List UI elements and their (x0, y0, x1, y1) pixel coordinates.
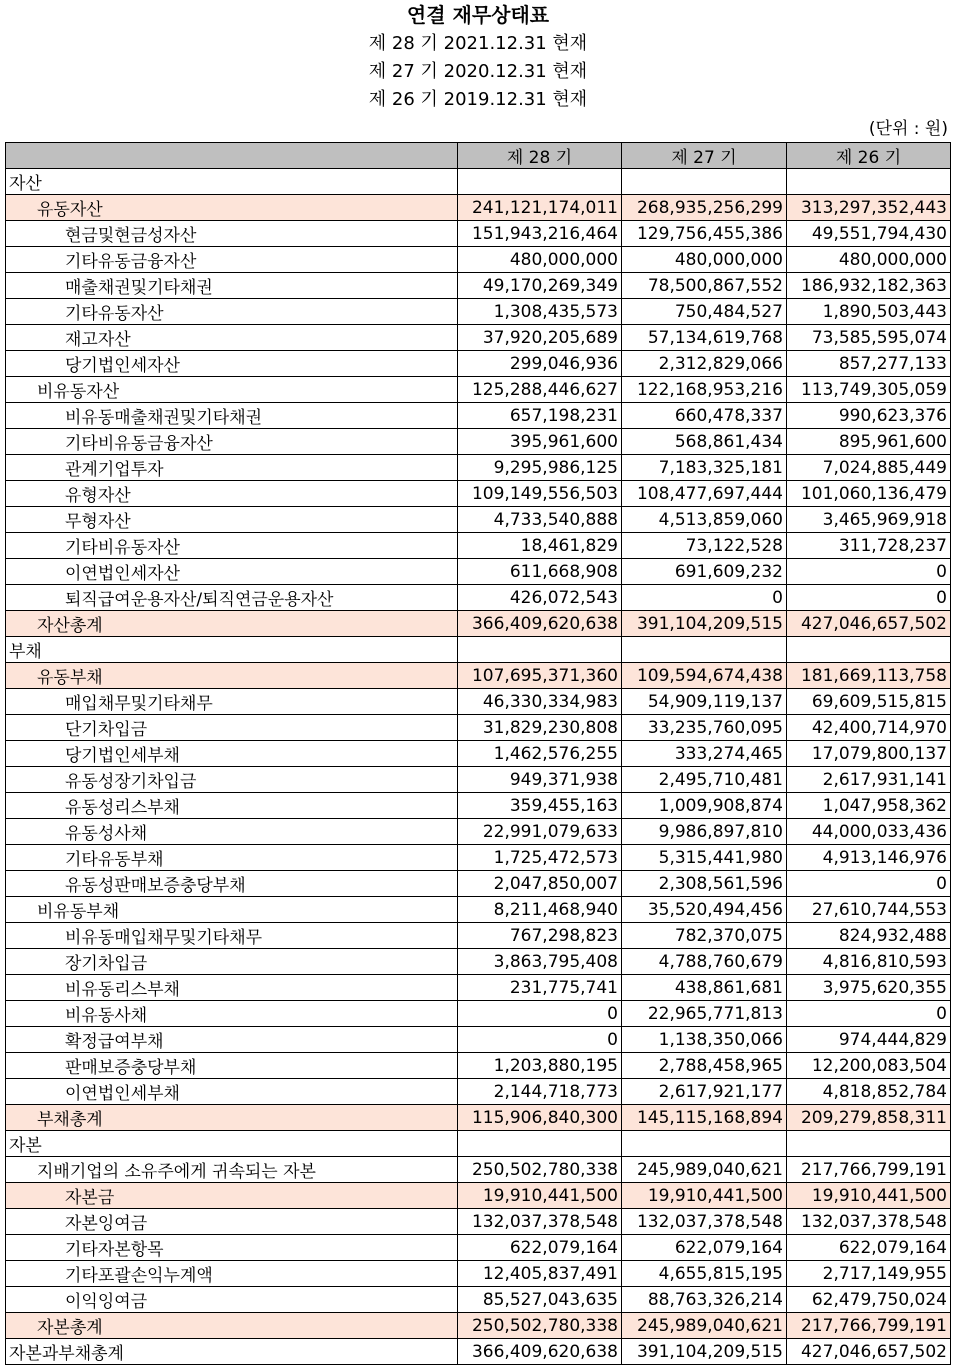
cell-value: 660,478,337 (622, 403, 787, 429)
cell-value: 426,072,543 (458, 585, 622, 611)
row-label: 기타유동자산 (6, 299, 458, 325)
table-row (6, 377, 951, 403)
cell-value: 366,409,620,638 (458, 611, 622, 637)
cell-value: 2,312,829,066 (622, 351, 787, 377)
row-label: 자본총계 (6, 1313, 458, 1339)
table-row (6, 1183, 951, 1209)
cell-value: 2,717,149,955 (787, 1261, 951, 1287)
row-label: 단기차입금 (6, 715, 458, 741)
row-label: 지배기업의 소유주에게 귀속되는 자본 (6, 1157, 458, 1183)
cell-value: 391,104,209,515 (622, 1339, 787, 1365)
statement-title: 연결 재무상태표 (406, 3, 550, 27)
cell-value: 22,991,079,633 (458, 819, 622, 845)
table-row (6, 325, 951, 351)
cell-value: 101,060,136,479 (787, 481, 951, 507)
cell-value: 4,655,815,195 (622, 1261, 787, 1287)
cell-value: 2,495,710,481 (622, 767, 787, 793)
row-label: 자본 (6, 1131, 458, 1157)
row-label: 자본금 (6, 1183, 458, 1209)
cell-value: 22,965,771,813 (622, 1001, 787, 1027)
table-row (6, 1339, 951, 1365)
cell-value: 245,989,040,621 (622, 1313, 787, 1339)
cell-value: 4,733,540,888 (458, 507, 622, 533)
table-row (6, 1001, 951, 1027)
cell-value: 268,935,256,299 (622, 195, 787, 221)
table-row (6, 819, 951, 845)
cell-value: 109,149,556,503 (458, 481, 622, 507)
column-header: 제 27 기 (622, 143, 787, 169)
row-label: 현금및현금성자산 (6, 221, 458, 247)
table-row (6, 1053, 951, 1079)
cell-value: 5,315,441,980 (622, 845, 787, 871)
cell-value (787, 1131, 951, 1157)
table-row (6, 1157, 951, 1183)
row-label: 유동성장기차입금 (6, 767, 458, 793)
row-label: 비유동매입채무및기타채무 (6, 923, 458, 949)
cell-value: 949,371,938 (458, 767, 622, 793)
cell-value: 3,465,969,918 (787, 507, 951, 533)
cell-value: 217,766,799,191 (787, 1157, 951, 1183)
table-header-row (6, 143, 951, 169)
row-label: 부채 (6, 637, 458, 663)
table-row (6, 793, 951, 819)
cell-value: 132,037,378,548 (787, 1209, 951, 1235)
cell-value: 35,520,494,456 (622, 897, 787, 923)
cell-value: 568,861,434 (622, 429, 787, 455)
row-label: 자산총계 (6, 611, 458, 637)
cell-value: 145,115,168,894 (622, 1105, 787, 1131)
cell-value (458, 169, 622, 195)
table-row (6, 637, 951, 663)
row-label: 매출채권및기타채권 (6, 273, 458, 299)
row-label: 장기차입금 (6, 949, 458, 975)
cell-value: 0 (458, 1001, 622, 1027)
table-row (6, 507, 951, 533)
table-row (6, 741, 951, 767)
cell-value: 181,669,113,758 (787, 663, 951, 689)
row-label: 판매보증충당부채 (6, 1053, 458, 1079)
table-row (6, 1131, 951, 1157)
table-row (6, 1261, 951, 1287)
row-label: 이연법인세부채 (6, 1079, 458, 1105)
table-row (6, 663, 951, 689)
cell-value: 990,623,376 (787, 403, 951, 429)
statement-header (0, 0, 956, 114)
cell-value: 1,138,350,066 (622, 1027, 787, 1053)
row-label: 기타비유동금융자산 (6, 429, 458, 455)
cell-value: 1,047,958,362 (787, 793, 951, 819)
cell-value: 438,861,681 (622, 975, 787, 1001)
row-label: 유동부채 (6, 663, 458, 689)
table-row (6, 1079, 951, 1105)
row-label: 비유동부채 (6, 897, 458, 923)
cell-value: 88,763,326,214 (622, 1287, 787, 1313)
cell-value: 2,788,458,965 (622, 1053, 787, 1079)
cell-value: 69,609,515,815 (787, 689, 951, 715)
cell-value: 37,920,205,689 (458, 325, 622, 351)
row-label: 유동성판매보증충당부채 (6, 871, 458, 897)
table-row (6, 1313, 951, 1339)
row-label: 당기법인세자산 (6, 351, 458, 377)
table-row (6, 949, 951, 975)
cell-value: 1,890,503,443 (787, 299, 951, 325)
table-row (6, 221, 951, 247)
cell-value: 122,168,953,216 (622, 377, 787, 403)
row-label: 기타포괄손익누계액 (6, 1261, 458, 1287)
cell-value: 2,617,931,141 (787, 767, 951, 793)
table-row (6, 975, 951, 1001)
cell-value: 17,079,800,137 (787, 741, 951, 767)
cell-value: 4,513,859,060 (622, 507, 787, 533)
cell-value: 1,462,576,255 (458, 741, 622, 767)
cell-value: 311,728,237 (787, 533, 951, 559)
cell-value: 18,461,829 (458, 533, 622, 559)
cell-value: 250,502,780,338 (458, 1313, 622, 1339)
cell-value: 62,479,750,024 (787, 1287, 951, 1313)
cell-value: 622,079,164 (622, 1235, 787, 1261)
cell-value: 480,000,000 (787, 247, 951, 273)
table-row (6, 897, 951, 923)
row-label: 유동성리스부채 (6, 793, 458, 819)
table-row (6, 273, 951, 299)
cell-value: 0 (787, 559, 951, 585)
cell-value: 125,288,446,627 (458, 377, 622, 403)
cell-value: 245,989,040,621 (622, 1157, 787, 1183)
row-label: 기타자본항목 (6, 1235, 458, 1261)
cell-value: 895,961,600 (787, 429, 951, 455)
table-row (6, 923, 951, 949)
cell-value: 9,986,897,810 (622, 819, 787, 845)
cell-value: 333,274,465 (622, 741, 787, 767)
cell-value: 391,104,209,515 (622, 611, 787, 637)
row-label: 무형자산 (6, 507, 458, 533)
cell-value: 974,444,829 (787, 1027, 951, 1053)
cell-value: 27,610,744,553 (787, 897, 951, 923)
table-row (6, 455, 951, 481)
table-row (6, 1287, 951, 1313)
row-label: 관계기업투자 (6, 455, 458, 481)
table-row (6, 611, 951, 637)
row-label: 유형자산 (6, 481, 458, 507)
period-line: 제 27 기 2020.12.31 현재 (368, 61, 588, 82)
cell-value: 151,943,216,464 (458, 221, 622, 247)
cell-value: 12,405,837,491 (458, 1261, 622, 1287)
cell-value: 427,046,657,502 (787, 611, 951, 637)
cell-value: 1,009,908,874 (622, 793, 787, 819)
cell-value: 209,279,858,311 (787, 1105, 951, 1131)
cell-value: 73,122,528 (622, 533, 787, 559)
cell-value: 299,046,936 (458, 351, 622, 377)
cell-value: 824,932,488 (787, 923, 951, 949)
cell-value: 231,775,741 (458, 975, 622, 1001)
cell-value: 19,910,441,500 (458, 1183, 622, 1209)
row-label: 비유동사채 (6, 1001, 458, 1027)
cell-value: 4,818,852,784 (787, 1079, 951, 1105)
balance-sheet-table (5, 142, 951, 1365)
table-row (6, 845, 951, 871)
cell-value: 2,308,561,596 (622, 871, 787, 897)
cell-value: 31,829,230,808 (458, 715, 622, 741)
cell-value: 782,370,075 (622, 923, 787, 949)
cell-value: 4,816,810,593 (787, 949, 951, 975)
cell-value: 857,277,133 (787, 351, 951, 377)
column-header (6, 143, 458, 169)
row-label: 매입채무및기타채무 (6, 689, 458, 715)
cell-value: 359,455,163 (458, 793, 622, 819)
cell-value: 3,975,620,355 (787, 975, 951, 1001)
cell-value: 78,500,867,552 (622, 273, 787, 299)
table-row (6, 1209, 951, 1235)
cell-value (458, 637, 622, 663)
period-line: 제 26 기 2019.12.31 현재 (368, 89, 588, 110)
row-label: 비유동자산 (6, 377, 458, 403)
table-row (6, 1235, 951, 1261)
cell-value: 108,477,697,444 (622, 481, 787, 507)
cell-value (622, 637, 787, 663)
cell-value: 4,913,146,976 (787, 845, 951, 871)
cell-value: 85,527,043,635 (458, 1287, 622, 1313)
column-header: 제 28 기 (458, 143, 622, 169)
cell-value: 767,298,823 (458, 923, 622, 949)
cell-value (458, 1131, 622, 1157)
cell-value: 241,121,174,011 (458, 195, 622, 221)
table-row (6, 481, 951, 507)
cell-value: 1,203,880,195 (458, 1053, 622, 1079)
cell-value: 366,409,620,638 (458, 1339, 622, 1365)
table-row (6, 299, 951, 325)
cell-value: 1,308,435,573 (458, 299, 622, 325)
row-label: 기타유동금융자산 (6, 247, 458, 273)
cell-value: 186,932,182,363 (787, 273, 951, 299)
cell-value: 4,788,760,679 (622, 949, 787, 975)
row-label: 이익잉여금 (6, 1287, 458, 1313)
cell-value: 480,000,000 (622, 247, 787, 273)
table-row (6, 195, 951, 221)
period-line: 제 28 기 2021.12.31 현재 (368, 33, 588, 54)
cell-value: 8,211,468,940 (458, 897, 622, 923)
table-row (6, 689, 951, 715)
cell-value: 750,484,527 (622, 299, 787, 325)
cell-value: 49,551,794,430 (787, 221, 951, 247)
cell-value: 0 (458, 1027, 622, 1053)
cell-value: 109,594,674,438 (622, 663, 787, 689)
table-row (6, 1105, 951, 1131)
table-row (6, 169, 951, 195)
cell-value: 9,295,986,125 (458, 455, 622, 481)
table-row (6, 585, 951, 611)
cell-value: 115,906,840,300 (458, 1105, 622, 1131)
row-label: 퇴직급여운용자산/퇴직연금운용자산 (6, 585, 458, 611)
cell-value (622, 1131, 787, 1157)
cell-value: 129,756,455,386 (622, 221, 787, 247)
cell-value: 19,910,441,500 (622, 1183, 787, 1209)
cell-value: 622,079,164 (458, 1235, 622, 1261)
table-row (6, 351, 951, 377)
cell-value: 217,766,799,191 (787, 1313, 951, 1339)
row-label: 당기법인세부채 (6, 741, 458, 767)
table-row (6, 871, 951, 897)
cell-value: 44,000,033,436 (787, 819, 951, 845)
cell-value: 33,235,760,095 (622, 715, 787, 741)
table-row (6, 715, 951, 741)
cell-value: 657,198,231 (458, 403, 622, 429)
cell-value: 611,668,908 (458, 559, 622, 585)
cell-value: 250,502,780,338 (458, 1157, 622, 1183)
cell-value: 2,047,850,007 (458, 871, 622, 897)
cell-value: 132,037,378,548 (622, 1209, 787, 1235)
row-label: 비유동매출채권및기타채권 (6, 403, 458, 429)
table-row (6, 533, 951, 559)
column-header: 제 26 기 (787, 143, 951, 169)
table-row (6, 559, 951, 585)
cell-value: 2,617,921,177 (622, 1079, 787, 1105)
row-label: 유동자산 (6, 195, 458, 221)
table-row (6, 767, 951, 793)
cell-value: 54,909,119,137 (622, 689, 787, 715)
row-label: 자본과부채총계 (6, 1339, 458, 1365)
unit-label: (단위 : 원) (868, 119, 948, 139)
cell-value: 132,037,378,548 (458, 1209, 622, 1235)
row-label: 재고자산 (6, 325, 458, 351)
cell-value: 480,000,000 (458, 247, 622, 273)
row-label: 부채총계 (6, 1105, 458, 1131)
row-label: 기타비유동자산 (6, 533, 458, 559)
cell-value: 107,695,371,360 (458, 663, 622, 689)
row-label: 비유동리스부채 (6, 975, 458, 1001)
cell-value: 691,609,232 (622, 559, 787, 585)
cell-value: 3,863,795,408 (458, 949, 622, 975)
cell-value: 313,297,352,443 (787, 195, 951, 221)
cell-value: 46,330,334,983 (458, 689, 622, 715)
cell-value: 395,961,600 (458, 429, 622, 455)
cell-value (787, 169, 951, 195)
cell-value: 1,725,472,573 (458, 845, 622, 871)
row-label: 기타유동부채 (6, 845, 458, 871)
cell-value: 0 (787, 585, 951, 611)
cell-value: 0 (622, 585, 787, 611)
cell-value: 57,134,619,768 (622, 325, 787, 351)
cell-value: 73,585,595,074 (787, 325, 951, 351)
table-row (6, 403, 951, 429)
cell-value: 42,400,714,970 (787, 715, 951, 741)
row-label: 유동성사채 (6, 819, 458, 845)
cell-value (622, 169, 787, 195)
cell-value: 19,910,441,500 (787, 1183, 951, 1209)
row-label: 자본잉여금 (6, 1209, 458, 1235)
table-row (6, 247, 951, 273)
cell-value (787, 637, 951, 663)
cell-value: 427,046,657,502 (787, 1339, 951, 1365)
cell-value: 622,079,164 (787, 1235, 951, 1261)
row-label: 이연법인세자산 (6, 559, 458, 585)
row-label: 확정급여부채 (6, 1027, 458, 1053)
cell-value: 0 (787, 871, 951, 897)
row-label: 자산 (6, 169, 458, 195)
cell-value: 0 (787, 1001, 951, 1027)
table-row (6, 1027, 951, 1053)
table-row (6, 429, 951, 455)
cell-value: 7,024,885,449 (787, 455, 951, 481)
cell-value: 113,749,305,059 (787, 377, 951, 403)
cell-value: 49,170,269,349 (458, 273, 622, 299)
cell-value: 7,183,325,181 (622, 455, 787, 481)
cell-value: 2,144,718,773 (458, 1079, 622, 1105)
cell-value: 12,200,083,504 (787, 1053, 951, 1079)
